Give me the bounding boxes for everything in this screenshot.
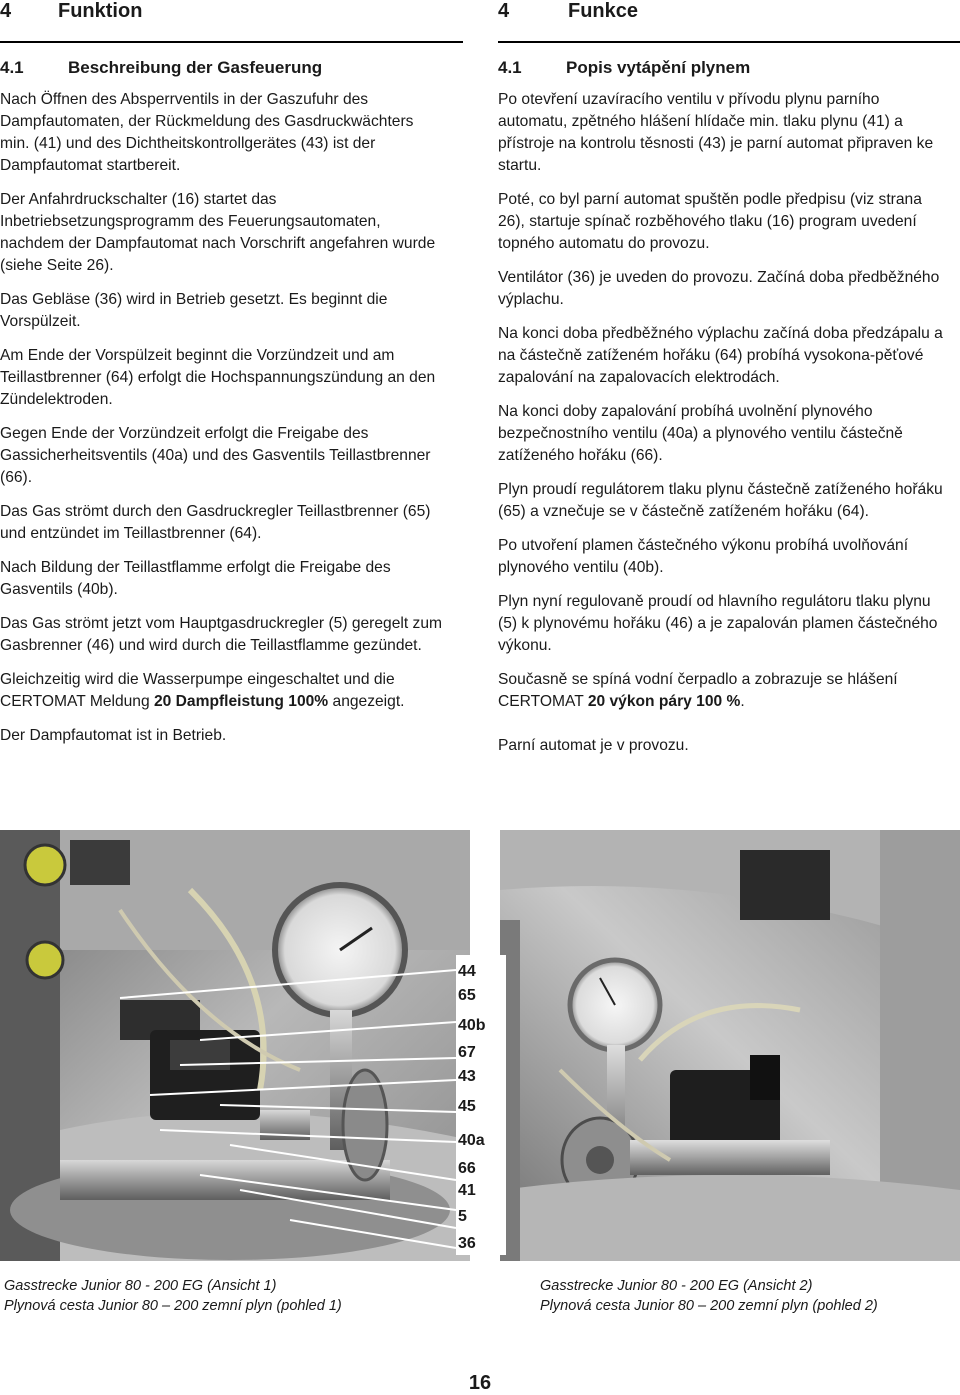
text-run: Gleichzeitig wird die Wasserpumpe eingeschaltet und die CERTOMAT Meldung (0, 671, 395, 710)
callout-list (456, 955, 506, 1255)
page-number: 16 (468, 1372, 492, 1394)
callout-label: 41 (458, 1182, 476, 1199)
certomat-message: 20 výkon páry 100 % (587, 693, 741, 710)
paragraph: Das Gas strömt jetzt vom Hauptgasdruckregler (5) geregelt zum Gasbrenner (46) und wird durch die Teillastflamme gezündet. (0, 615, 442, 654)
chapter-heading-left (0, 0, 142, 23)
czech-column (498, 58, 953, 769)
section-title: Beschreibung der Gasfeuerung (68, 58, 323, 77)
caption-czech: Plynová cesta Junior 80 – 200 zemní plyn (pohled 2) (540, 1298, 878, 1314)
paragraph: Am Ende der Vorspülzeit beginnt die Vorzündzeit und am Teillastbrenner (64) erfolgt die Hochspannungszündung an den Zündelektroden. (0, 347, 436, 408)
paragraph: Nach Öffnen des Absperrventils in der Gaszufuhr des Dampfautomaten, der Rückmeldung des Gasdruckwächters min. (41) und des Dichtheitskontrollgerätes (43) ist der Dampfautomat startbereit. (0, 91, 414, 174)
callout-label: 66 (458, 1160, 476, 1177)
gas-train-photo-view-2 (500, 830, 960, 1261)
section-heading (498, 58, 953, 78)
text-run: angezeigt. (328, 693, 405, 710)
gas-train-illustration-1 (0, 830, 470, 1261)
photo-caption-view-1 (4, 1276, 342, 1316)
paragraph: Der Dampfautomat ist in Betrieb. (0, 727, 227, 744)
gas-train-photo-view-1 (0, 830, 470, 1261)
paragraph (0, 669, 445, 713)
header-rule-right (498, 41, 960, 43)
paragraph: Plyn proudí regulátorem tlaku plynu částečně zatíženého hořáku (65) a vznečuje se v částečně zatíženém hořáku (64). (498, 481, 943, 520)
callout-label: 43 (458, 1068, 476, 1085)
chapter-heading-right (498, 0, 638, 23)
paragraph: Na konci doby zapalování probíhá uvolnění plynového bezpečnostního ventilu (40a) a plynového ventilu částečně zatíženého hořáku (66). (498, 403, 903, 464)
callout-label: 65 (458, 987, 476, 1004)
section-number: 4.1 (0, 58, 24, 77)
paragraph: Po utvoření plamen částečného výkonu probíhá uvolňování plynového ventilu (40b). (498, 537, 909, 576)
callout-label: 67 (458, 1044, 476, 1061)
section-number: 4.1 (498, 58, 522, 77)
paragraph: Na konci doba předběžného výplachu začíná doba předzápalu a na částečně zatíženém hořáku (64) probíhá vysokona-pěťové zapalování na zapalovacích elektrodách. (498, 325, 943, 386)
callout-label: 5 (458, 1208, 467, 1225)
section-title: Popis vytápění plynem (566, 58, 751, 77)
paragraph: Der Anfahrdruckschalter (16) startet das Inbetriebsetzungsprogramm des Feuerungsautomaten, nachdem der Dampfautomat nach Vorschrift angefahren wurde (siehe Seite 26). (0, 191, 436, 274)
callout-label: 40a (458, 1132, 485, 1149)
paragraph (498, 669, 953, 713)
chapter-number: 4 (498, 0, 510, 22)
callout-label: 44 (458, 963, 476, 980)
german-column (0, 58, 445, 759)
gas-train-illustration-2 (500, 830, 960, 1261)
paragraph: Nach Bildung der Teillastflamme erfolgt die Freigabe des Gasventils (40b). (0, 559, 391, 598)
certomat-message: 20 Dampfleistung 100% (153, 693, 329, 710)
text-run: Současně se spíná vodní čerpadlo a zobrazuje se hlášení CERTOMAT (498, 671, 898, 710)
chapter-title: Funktion (58, 0, 143, 22)
paragraph: Plyn nyní regulovaně proudí od hlavního regulátoru tlaku plynu (5) k plynovému hořáku (46) a je zapalován plamen částečného výkonu. (498, 593, 938, 654)
caption-german: Gasstrecke Junior 80 - 200 EG (Ansicht 2) (540, 1278, 813, 1294)
text-run: . (740, 693, 745, 710)
paragraph: Ventilátor (36) je uveden do provozu. Začíná doba předběžného výplachu. (498, 269, 940, 308)
paragraph: Po otevření uzavíracího ventilu v přívodu plynu parního automatu, zpětného hlášení hlídače min. tlaku plynu (41) a přístroje na kontrolu těsnosti (43) je parní automat připraven ke startu. (498, 91, 934, 174)
paragraph: Das Gas strömt durch den Gasdruckregler Teillastbrenner (65) und entzündet im Teillastbrenner (64). (0, 503, 431, 542)
paragraph: Gegen Ende der Vorzündzeit erfolgt die Freigabe des Gassicherheitsventils (40a) und des Gasventils Teillastbrenner (66). (0, 425, 431, 486)
section-heading (0, 58, 445, 78)
photo-caption-view-2 (540, 1276, 878, 1316)
paragraph: Das Gebläse (36) wird in Betrieb gesetzt. Es beginnt die Vorspülzeit. (0, 291, 388, 330)
callout-label: 40b (458, 1017, 486, 1034)
chapter-number: 4 (0, 0, 12, 22)
callout-label: 36 (458, 1235, 476, 1252)
caption-czech: Plynová cesta Junior 80 – 200 zemní plyn (pohled 1) (4, 1298, 342, 1314)
header-rule-left (0, 41, 463, 43)
caption-german: Gasstrecke Junior 80 - 200 EG (Ansicht 1) (4, 1278, 277, 1294)
paragraph: Poté, co byl parní automat spuštěn podle předpisu (viz strana 26), startuje spínač rozběhového tlaku (16) program uvedení topného automatu do provozu. (498, 191, 922, 252)
paragraph: Parní automat je v provozu. (498, 737, 689, 754)
chapter-title: Funkce (568, 0, 639, 22)
callout-label: 45 (458, 1098, 476, 1115)
